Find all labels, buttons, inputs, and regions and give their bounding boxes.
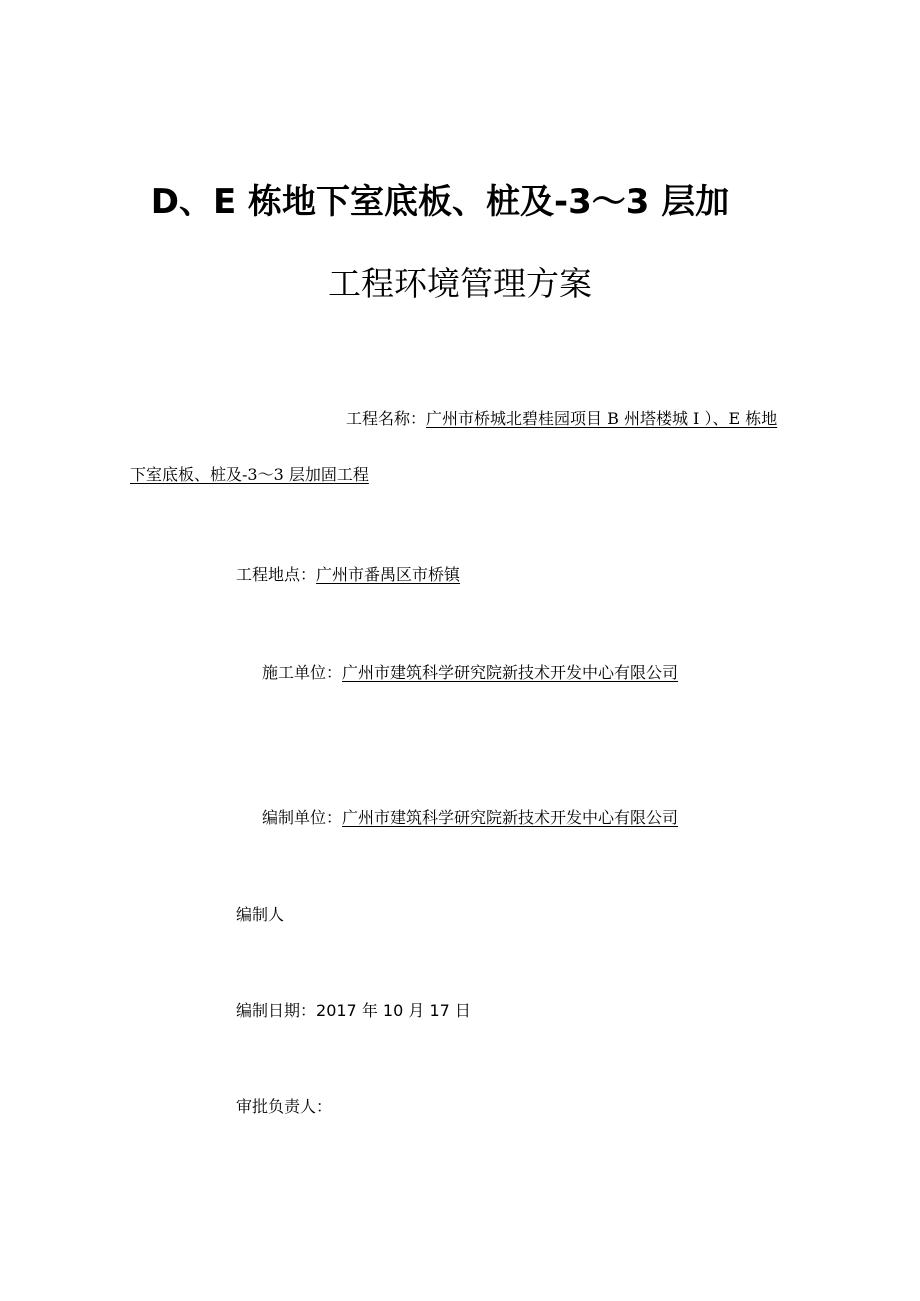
compiler-unit-label: 编制单位： — [262, 808, 343, 827]
document-title-line-1: D、E 栋地下室底板、桩及-3～3 层加 — [150, 182, 730, 222]
project-name-row — [346, 408, 777, 430]
compiler-unit-value: 广州市建筑科学研究院新技术开发中心有限公司 — [342, 808, 679, 827]
project-name-continuation-row — [130, 464, 369, 486]
project-name-value-line-2: 下室底板、桩及-3～3 层加固工程 — [130, 465, 369, 484]
author-row — [236, 904, 284, 926]
project-site-value: 广州市番禺区市桥镇 — [316, 565, 461, 584]
project-name-value-line-1: 广州市桥城北碧桂园项目 B 州塔楼城 I ）、E 栋地 — [426, 409, 778, 428]
project-site-label: 工程地点： — [236, 565, 317, 584]
date-label: 编制日期： — [236, 1001, 317, 1020]
builder-label: 施工单位： — [262, 663, 343, 682]
document-title-line-2: 工程环境管理方案 — [328, 264, 592, 303]
date-row — [236, 1000, 471, 1022]
project-site-row — [236, 564, 460, 586]
approver-row — [236, 1096, 332, 1118]
builder-row — [262, 662, 678, 684]
project-name-label: 工程名称： — [346, 409, 427, 428]
author-label: 编制人 — [236, 905, 285, 924]
approver-label: 审批负责人： — [236, 1097, 333, 1116]
date-value: 2017 年 10 月 17 日 — [316, 1001, 471, 1020]
compiler-unit-row — [262, 807, 678, 829]
builder-value: 广州市建筑科学研究院新技术开发中心有限公司 — [342, 663, 679, 682]
